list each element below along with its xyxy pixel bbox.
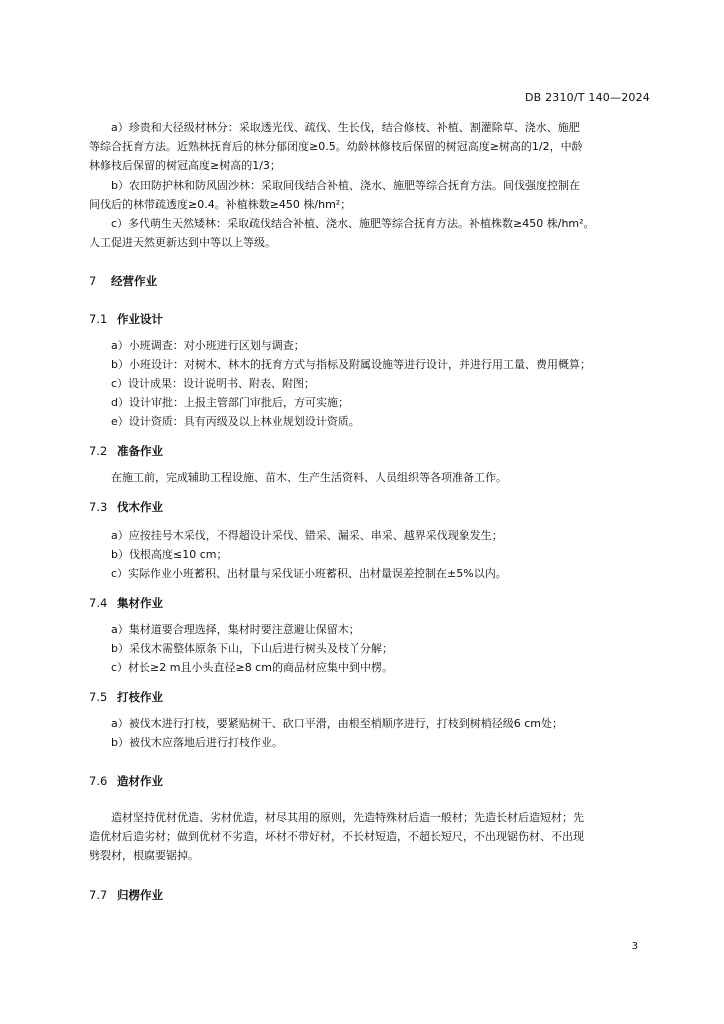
intro-item-b: b）农田防护林和防风固沙林：采取间伐结合补植、浇水、施肥等综合抚育方法。间伐强度控制在 间伐后的林带疏透度≥0.4。补植株数≥450 株/hm²； bbox=[89, 179, 580, 211]
intro-item-c: c）多代萌生天然矮林：采取疏伐结合补植、浇水、施肥等综合抚育方法。补植株数≥450 株/hm²。 人工促进天然更新达到中等以上等级。 bbox=[89, 217, 595, 249]
section-7-6-text: 造材坚持优材优造、劣材优造，材尽其用的原则，先造特殊材后造一般材；先造长材后造短材；先 造优材后造劣材；做到优材不劣造，坏材不带好材，不长材短造，不超长短尺，不出现锯伤材、不出现 劈裂材，根腐要锯掉。 bbox=[89, 811, 584, 862]
section-7-2-heading: 7.2 准备作业 bbox=[89, 444, 163, 458]
section-7-2-text: 在施工前，完成辅助工程设施、苗木、生产生活资料、人员组织等各项准备工作。 bbox=[111, 471, 507, 484]
section-7-5-heading: 7.5 打枝作业 bbox=[89, 690, 163, 704]
section-7-4-list bbox=[89, 620, 659, 677]
page-number: 3 bbox=[631, 941, 638, 952]
list-item: c）材长≥2 m且小头直径≥8 cm的商品材应集中到中楞。 bbox=[111, 661, 393, 674]
list-item: a）小班调查：对小班进行区划与调查； bbox=[111, 339, 305, 352]
section-7-5-list bbox=[89, 714, 659, 752]
list-item: b）采伐木需整体原条下山，下山后进行树头及枝丫分解； bbox=[111, 642, 393, 655]
list-item: d）设计审批：上报主管部门审批后，方可实施； bbox=[111, 396, 349, 409]
list-item: b）被伐木应落地后进行打枝作业。 bbox=[111, 736, 283, 749]
section-7-6-heading: 7.6 造材作业 bbox=[89, 774, 163, 788]
section-7-4-heading: 7.4 集材作业 bbox=[89, 596, 163, 610]
intro-item-a: a）珍贵和大径级材林分：采取透光伐、疏伐、生长伐，结合修枝、补植、割灌除草、浇水、施肥 等综合抚育方法。近熟林抚育后的林分郁闭度≥0.5。幼龄林修枝后保留的树冠高度≥树高的1/2，中龄 林修枝后保留的树冠高度≥树高的1/3； bbox=[89, 121, 583, 172]
list-item: a）集材道要合理选择，集材时要注意避让保留木； bbox=[111, 623, 360, 636]
section-7-1-heading: 7.1 作业设计 bbox=[89, 312, 163, 326]
list-item: c）设计成果：设计说明书、附表、附图； bbox=[111, 377, 316, 390]
section-7-3-list bbox=[89, 526, 659, 583]
section-7-heading: 7 经营作业 bbox=[89, 274, 157, 288]
list-item: e）设计资质：具有丙级及以上林业规划设计资质。 bbox=[111, 415, 360, 428]
document-code: DB 2310/T 140—2024 bbox=[524, 91, 650, 104]
list-item: a）被伐木进行打枝，要紧贴树干、砍口平滑，由根至梢顺序进行，打枝到树梢径级6 cm处； bbox=[111, 717, 563, 730]
list-item: b）小班设计：对树木、林木的抚育方式与指标及附属设施等进行设计，并进行用工量、费用概算； bbox=[111, 358, 591, 371]
list-item: c）实际作业小班蓄积、出材量与采伐证小班蓄积、出材量误差控制在±5%以内。 bbox=[111, 567, 507, 580]
section-7-3-heading: 7.3 伐木作业 bbox=[89, 500, 163, 514]
list-item: b）伐根高度≤10 cm； bbox=[111, 548, 228, 561]
list-item: a）应按挂号木采伐，不得超设计采伐、错采、漏采、串采、越界采伐现象发生； bbox=[111, 529, 503, 542]
section-7-7-heading: 7.7 归楞作业 bbox=[89, 888, 163, 902]
section-7-1-list bbox=[89, 336, 659, 431]
